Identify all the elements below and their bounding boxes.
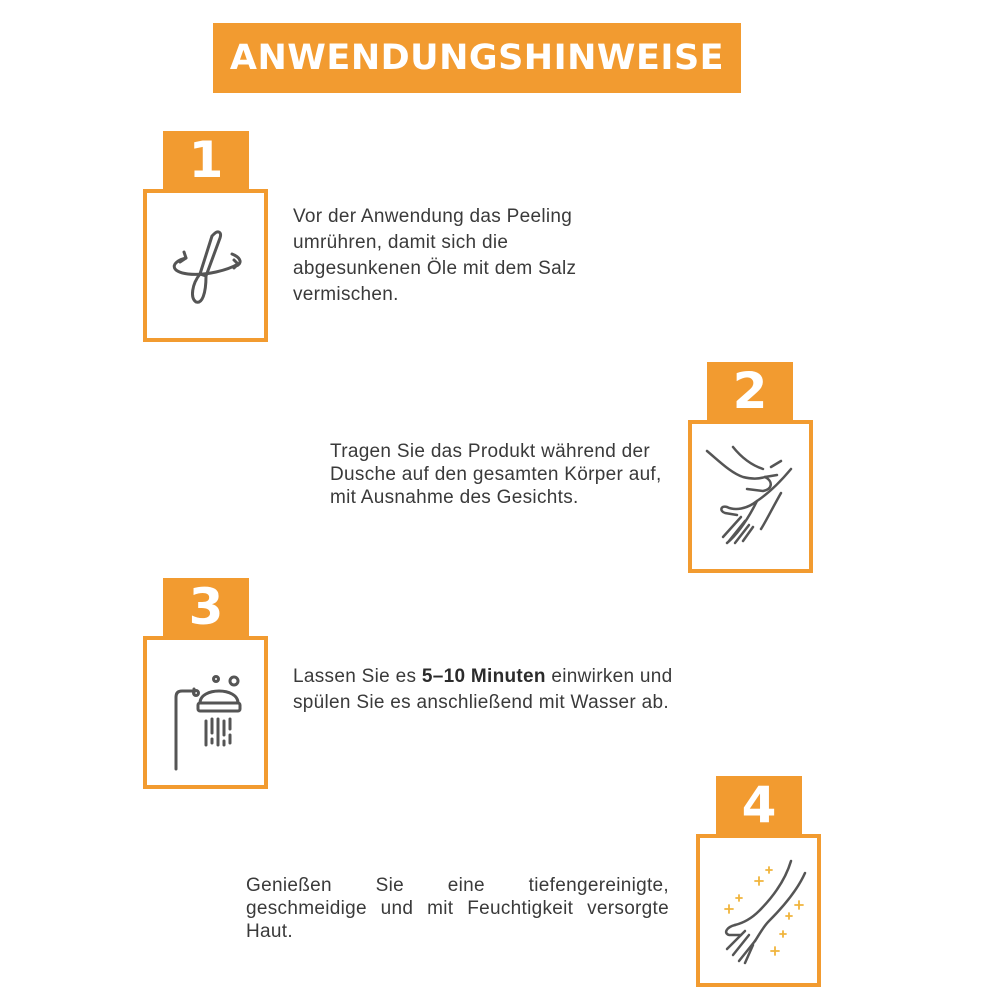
step-1-text: Vor der Anwendung das Peeling umrühren, damit sich die abgesunkenen Öle mit dem Salz vermischen. xyxy=(293,206,577,305)
step-4-text: Genießen Sie eine tiefengereinigte, geschmeidige und mit Feuchtigkeit versorgte Haut. xyxy=(246,875,669,942)
step-number-4: 4 xyxy=(716,776,802,834)
step-3-text-before: Lassen Sie es xyxy=(293,666,422,687)
step-3-icon-box xyxy=(143,636,268,789)
step-number-1: 1 xyxy=(163,131,249,189)
step-3-text xyxy=(293,664,678,716)
step-4-icon-box xyxy=(696,834,821,987)
step-number-2: 2 xyxy=(707,362,793,420)
title-banner xyxy=(213,23,741,93)
step-2-icon-box xyxy=(688,420,813,573)
step-number-3: 3 xyxy=(163,578,249,636)
step-3-duration: 5–10 Minuten xyxy=(421,666,546,687)
step-2-text: Tragen Sie das Produkt während der Dusche auf den gesamten Körper auf, mit Ausnahme des Gesichts. xyxy=(330,441,662,508)
page-title: ANWENDUNGSHINWEISE xyxy=(229,38,725,78)
shower-head-icon xyxy=(156,653,256,773)
hands-applying-icon xyxy=(701,437,801,557)
step-1-icon-box xyxy=(143,189,268,342)
stir-spoon-icon xyxy=(156,206,256,326)
step-3-text-after: einwirken und spülen Sie es anschließend mit Wasser ab. xyxy=(293,666,673,713)
sparkling-arm-icon xyxy=(709,851,809,971)
